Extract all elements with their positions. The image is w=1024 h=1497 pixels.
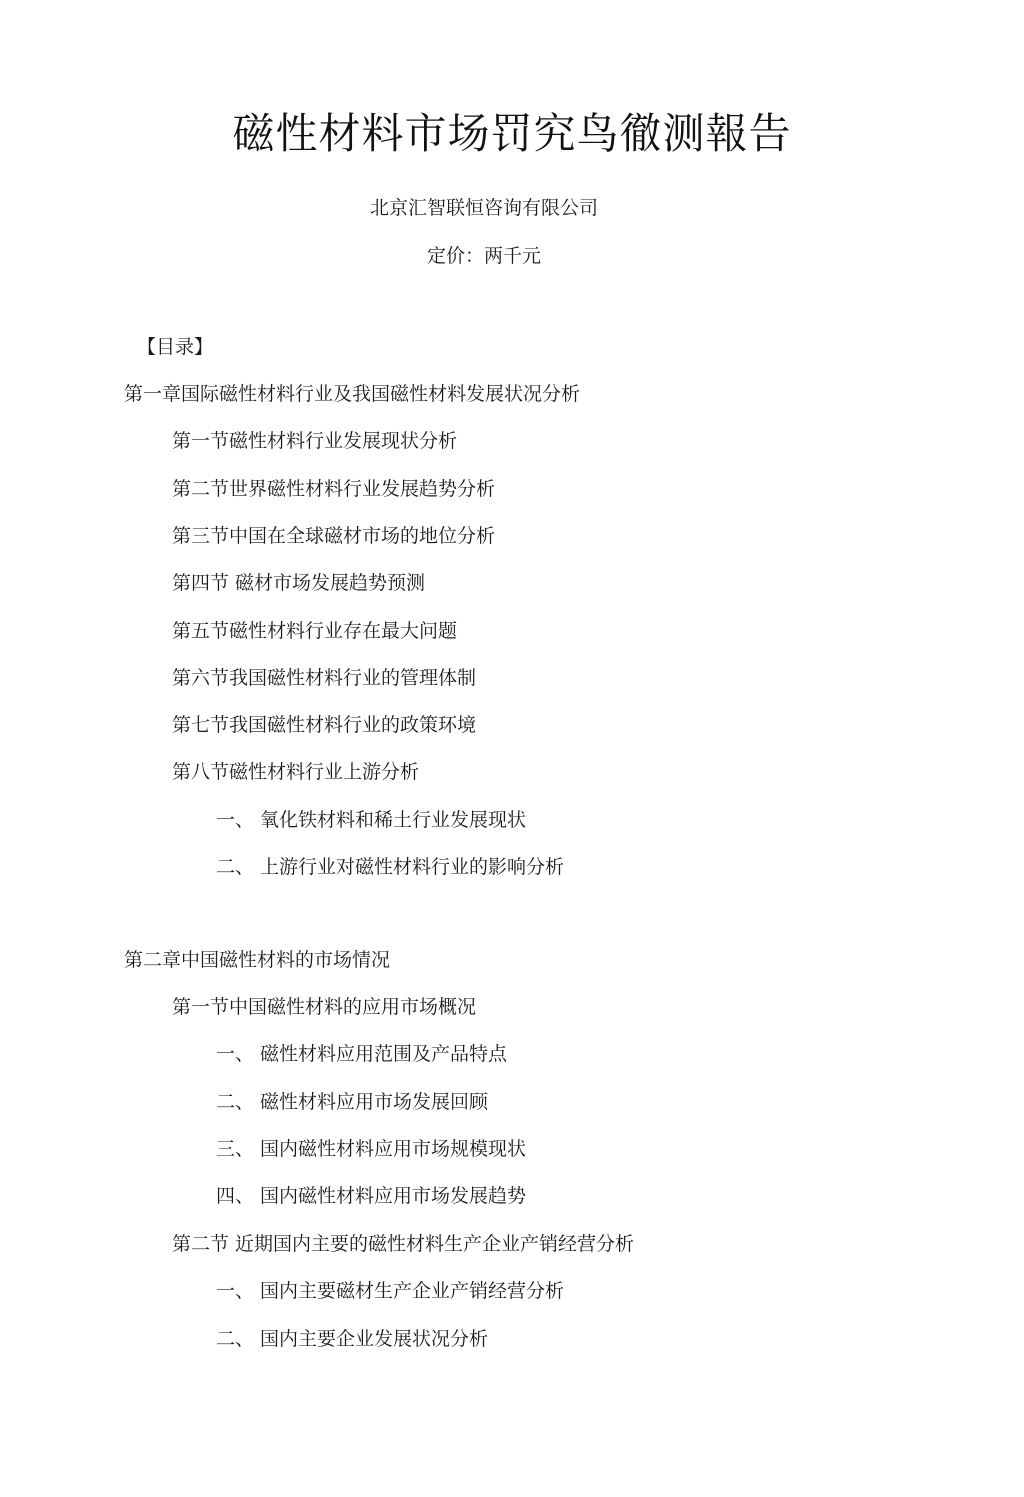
chapter-1-section-6: 第六节我国磁性材料行业的管理体制 (172, 667, 477, 689)
chapter-1-section-1: 第一节磁性材料行业发展现状分析 (172, 430, 458, 452)
chapter-1-section-8: 第八节磁性材料行业上游分析 (172, 761, 420, 783)
chapter-2-section-2-item-1: 一、 国内主要磁材生产企业产销经营分析 (216, 1280, 565, 1302)
company-name: 北京汇智联恒咨询有限公司 (369, 197, 598, 219)
price-line: 定价：两千元 (426, 245, 541, 267)
toc-heading: 【目录】 (137, 336, 214, 358)
chapter-1-section-5: 第五节磁性材料行业存在最大问题 (172, 620, 458, 642)
chapter-2-section-1-item-4: 四、 国内磁性材料应用市场发展趋势 (216, 1185, 527, 1207)
chapter-2-section-1-item-2: 二、 磁性材料应用市场发展回顾 (216, 1091, 489, 1113)
chapter-2-section-1: 第一节中国磁性材料的应用市场概况 (172, 996, 477, 1018)
chapter-2-section-1-item-3: 三、 国内磁性材料应用市场规模现状 (216, 1138, 527, 1160)
chapter-2-section-1-item-1: 一、 磁性材料应用范围及产品特点 (216, 1043, 508, 1065)
chapter-1-section-7: 第七节我国磁性材料行业的政策环境 (172, 714, 477, 736)
chapter-2-section-2-item-2: 二、 国内主要企业发展状况分析 (216, 1328, 489, 1350)
chapter-2-section-2: 第二节 近期国内主要的磁性材料生产企业产销经营分析 (172, 1233, 635, 1255)
chapter-1-section-2: 第二节世界磁性材料行业发展趋势分析 (172, 478, 496, 500)
chapter-1-title: 第一章国际磁性材料行业及我国磁性材料发展状况分析 (124, 383, 581, 405)
document-title: 磁性材料市场罚究鸟徹测報告 (232, 109, 792, 158)
chapter-1-section-4: 第四节 磁材市场发展趋势预测 (172, 572, 426, 594)
chapter-2-title: 第二章中国磁性材料的市场情况 (124, 949, 391, 971)
chapter-1-section-8-item-1: 一、 氧化铁材料和稀土行业发展现状 (216, 809, 527, 831)
chapter-1-section-8-item-2: 二、 上游行业对磁性材料行业的影响分析 (216, 856, 565, 878)
chapter-1-section-3: 第三节中国在全球磁材市场的地位分析 (172, 525, 496, 547)
